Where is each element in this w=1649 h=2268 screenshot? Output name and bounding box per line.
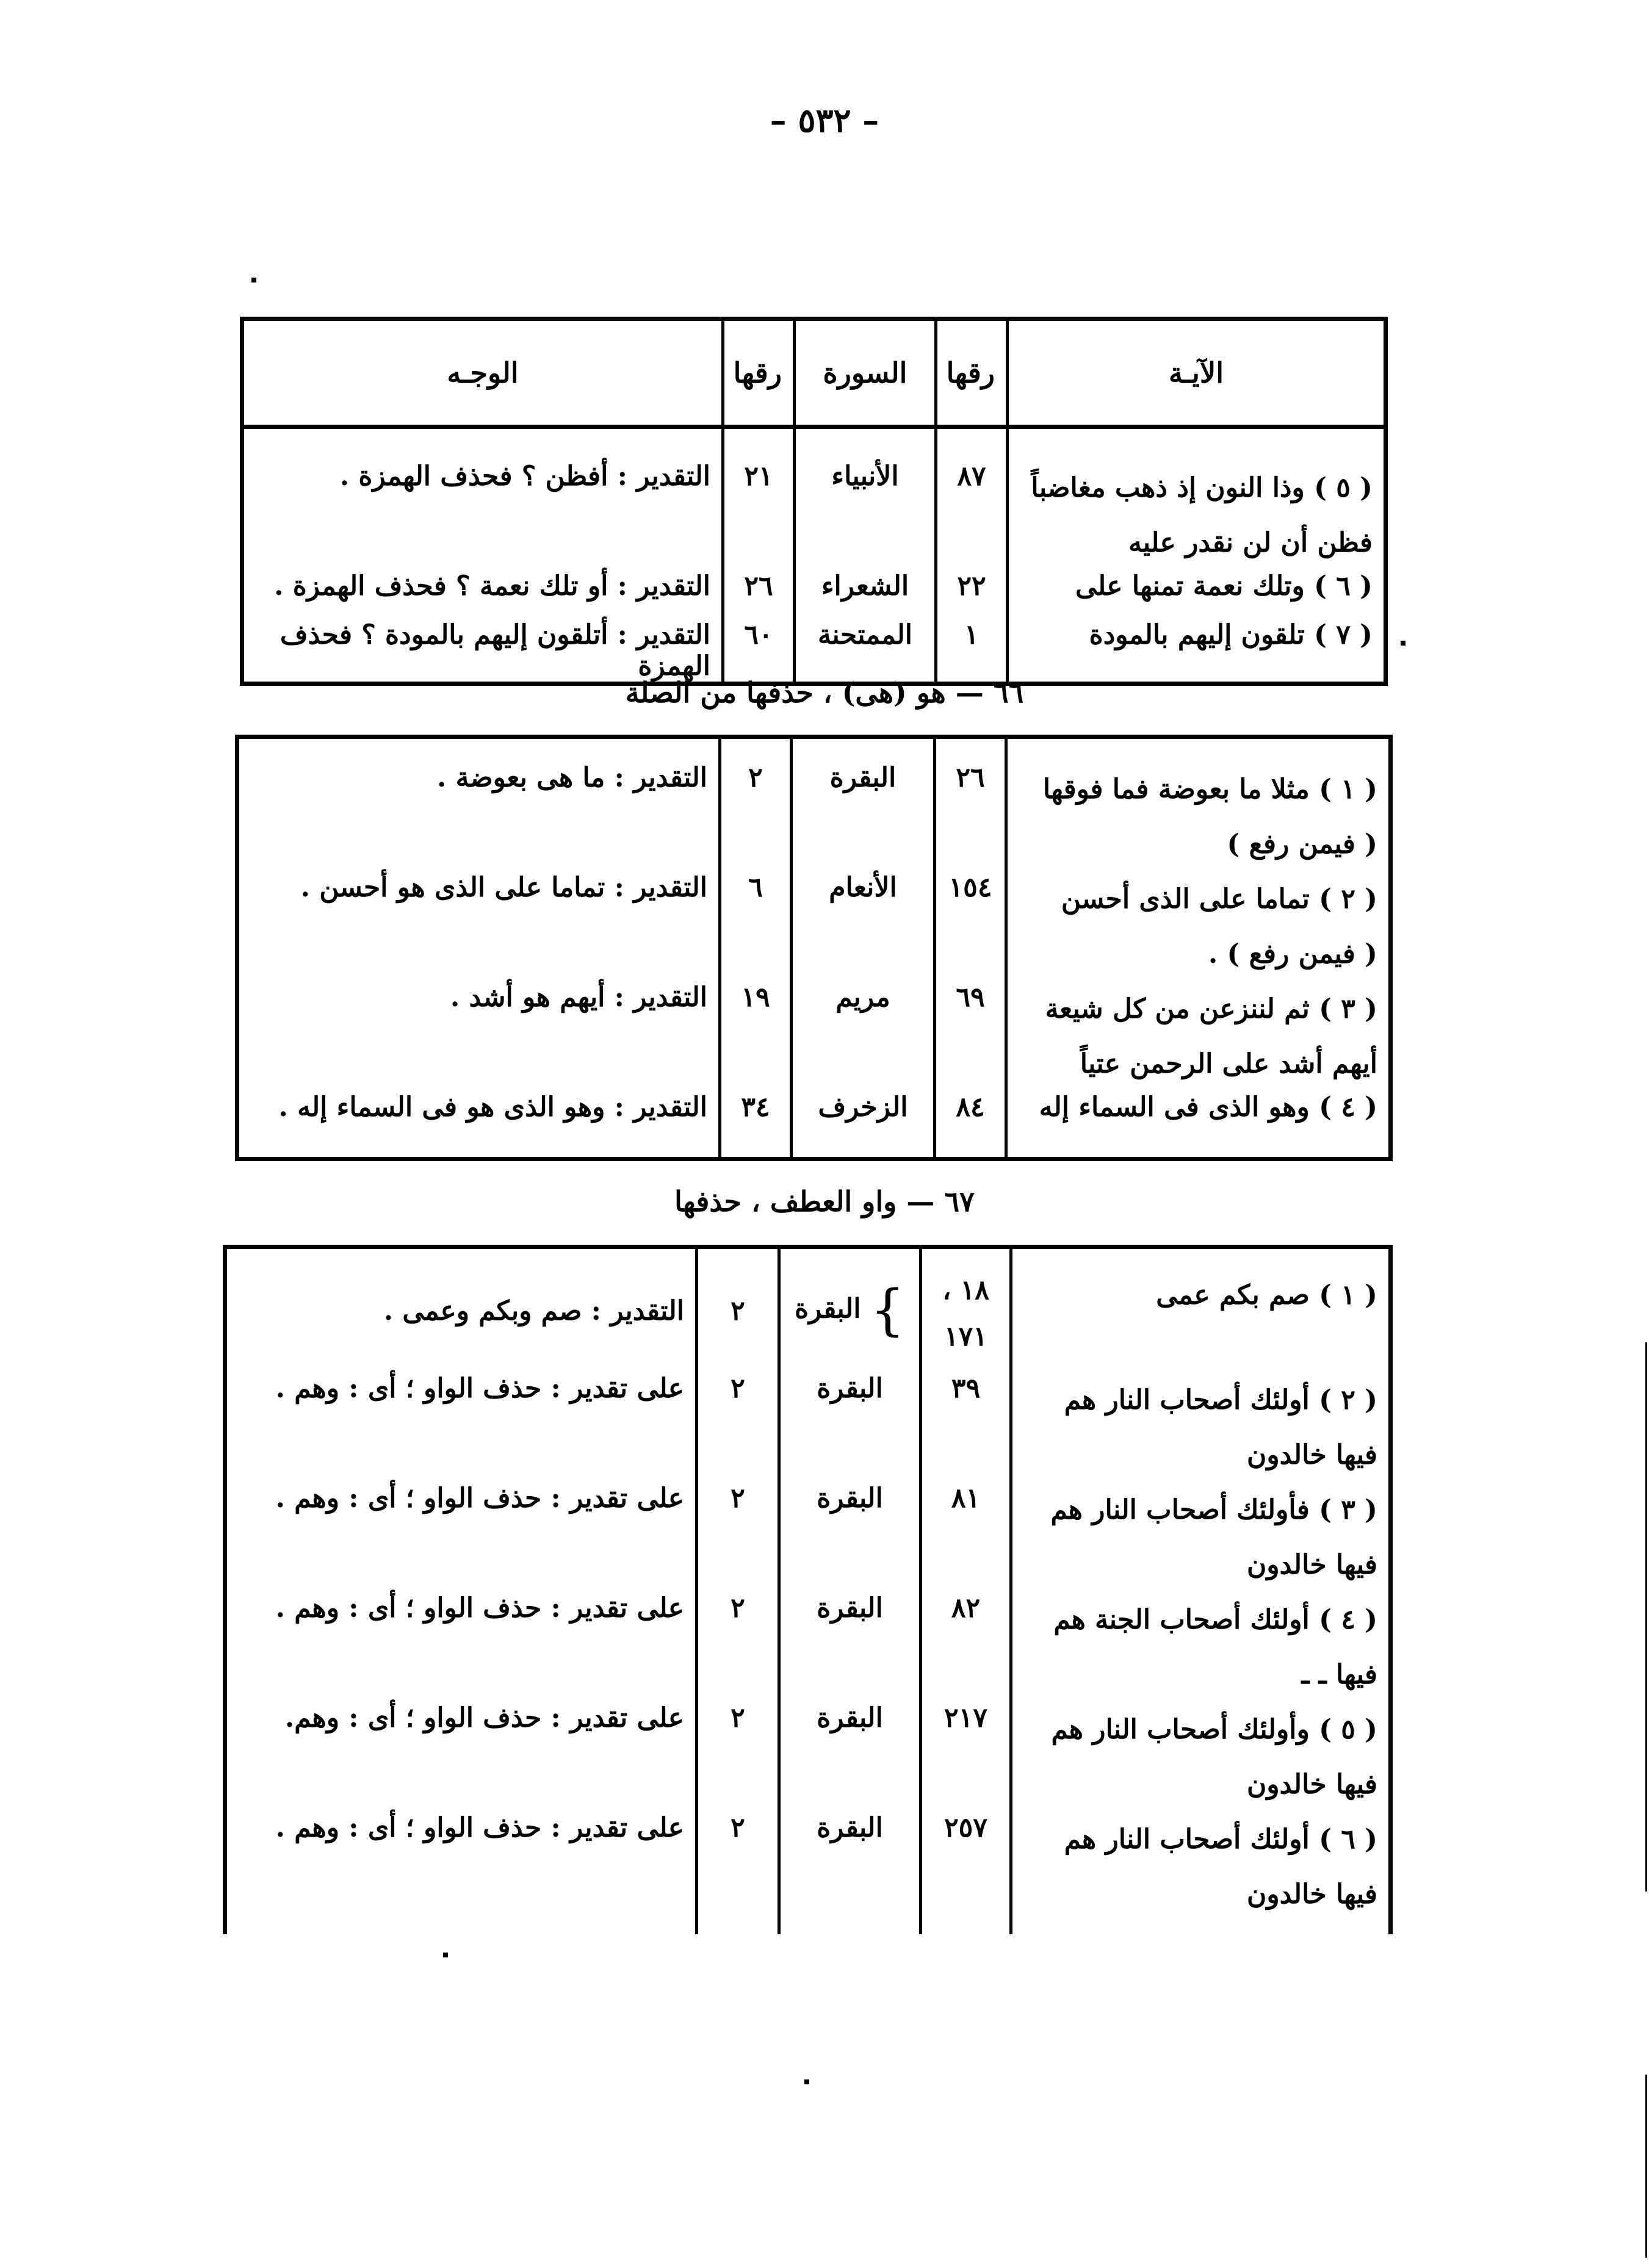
wajh-text: التقدير : تماما على الذى هو أحسن . <box>237 872 720 982</box>
ayah-text: ( ٢ ) أولئك أصحاب النار هم <box>1064 1384 1377 1416</box>
table-row <box>237 1092 1391 1159</box>
ayah-number: ١ <box>936 619 1008 684</box>
ayah-number: ٢١٧ <box>921 1702 1011 1812</box>
wajh-text: التقدير : صم وبكم وعمى . <box>225 1247 697 1373</box>
surah-number: ٢ <box>720 737 792 873</box>
ayah-cell <box>1011 1593 1391 1702</box>
surah-number: ٢ <box>697 1373 779 1483</box>
wajh-text: التقدير : أو تلك نعمة ؟ فحذف الهمزة . <box>242 571 723 619</box>
table-row <box>237 982 1391 1092</box>
reference-table-3 <box>223 1245 1393 1934</box>
ayah-cell <box>1011 1702 1391 1812</box>
surah-name: البقرة <box>779 1593 921 1702</box>
reference-table-2 <box>235 735 1393 1161</box>
ayah-text: فظن أن لن نقدر عليه <box>1128 527 1373 558</box>
ayah-text: ( ٤ ) وهو الذى فى السماء إله <box>1006 1092 1391 1159</box>
surah-number: ٢٦ <box>723 571 795 619</box>
ayah-number: ٨١ <box>921 1483 1011 1593</box>
ayah-text: فيها ـ ـ <box>1301 1658 1377 1690</box>
scan-edge-line <box>1645 1342 1647 1892</box>
ayah-number: ٨٧ <box>936 427 1008 571</box>
surah-name: البقرة <box>779 1812 921 1934</box>
surah-name: الأنبياء <box>795 427 936 571</box>
ayah-cell <box>1011 1483 1391 1593</box>
ayah-text: ( ٥ ) وأولئك أصحاب النار هم <box>1051 1713 1377 1745</box>
wajh-text: على تقدير : حذف الواو ؛ أى : وهم. <box>225 1702 697 1812</box>
ayah-text: ( ٣ ) ثم لننزعن من كل شيعة <box>1045 993 1377 1024</box>
ayah-number: ٢٢ <box>936 571 1008 619</box>
section-heading-67: ٦٧ — واو العطف ، حذفها <box>674 1185 975 1218</box>
surah-name: البقرة <box>779 1702 921 1812</box>
ayah-text: ( ١ ) مثلا ما بعوضة فما فوقها <box>1042 774 1377 805</box>
surah-number: ٦ <box>720 872 792 982</box>
surah-name: البقرة <box>792 737 935 873</box>
wajh-text: على تقدير : حذف الواو ؛ أى : وهم . <box>225 1373 697 1483</box>
ayah-text: ( ٦ ) وتلك نعمة تمنها على <box>1008 571 1386 619</box>
ayah-number: ١٥٤ <box>935 872 1006 982</box>
wajh-text: على تقدير : حذف الواو ؛ أى : وهم . <box>225 1483 697 1593</box>
table-row <box>225 1812 1391 1934</box>
table-row <box>242 571 1386 619</box>
scan-speck <box>804 2079 809 2084</box>
surah-name: الزخرف <box>792 1092 935 1159</box>
ayah-number: ٢٦ <box>935 737 1006 873</box>
surah-name: الممتحنة <box>795 619 936 684</box>
ayah-text: ( ٢ ) تماما على الذى أحسن <box>1061 884 1377 915</box>
ayah-number: ٨٢ <box>921 1593 1011 1702</box>
surah-number: ٢ <box>697 1812 779 1934</box>
wajh-text: التقدير : ما هى بعوضة . <box>237 737 720 873</box>
ayah-text: ( فيمن رفع ) <box>1227 829 1377 860</box>
wajh-text: التقدير : وهو الذى هو فى السماء إله . <box>237 1092 720 1159</box>
table-row <box>237 872 1391 982</box>
header-surah-number: رقها <box>723 319 795 427</box>
wajh-text: على تقدير : حذف الواو ؛ أى : وهم . <box>225 1593 697 1702</box>
ayah-text: ( ٤ ) أولئك أصحاب الجنة هم <box>1053 1604 1377 1635</box>
ayah-number: ١٨ ، <box>942 1275 989 1306</box>
table-row <box>225 1483 1391 1593</box>
ayah-number: ٣٩ <box>921 1373 1011 1483</box>
table-row <box>242 619 1386 684</box>
ayah-cell <box>1008 427 1386 571</box>
brace-icon: } <box>870 1278 906 1343</box>
ayah-text: ( ٣ ) فأولئك أصحاب النار هم <box>1050 1494 1377 1525</box>
surah-number: ٦٠ <box>723 619 795 684</box>
ayah-text: فيها خالدون <box>1247 1878 1377 1910</box>
ayah-text: ( ١ ) صم بكم عمى <box>1011 1247 1391 1373</box>
table-row <box>225 1593 1391 1702</box>
ayah-text: ( فيمن رفع ) . <box>1208 938 1377 970</box>
table-row <box>242 427 1386 571</box>
surah-name: البقرة <box>794 1293 861 1325</box>
ayah-text: فيها خالدون <box>1247 1768 1377 1800</box>
header-ayah: الآيـة <box>1008 319 1386 427</box>
ayah-text: ( ٦ ) أولئك أصحاب النار هم <box>1064 1823 1377 1855</box>
wajh-text: التقدير : أتلقون إليهم بالمودة ؟ فحذف الهمزة <box>242 619 723 684</box>
surah-number: ٢ <box>697 1247 779 1373</box>
surah-cell <box>779 1247 921 1373</box>
header-wajh: الوجـه <box>242 319 723 427</box>
ayah-number: ١٧١ <box>944 1321 987 1352</box>
ayah-text: ( ٧ ) تلقون إليهم بالمودة <box>1008 619 1386 684</box>
ayah-cell <box>1006 982 1391 1092</box>
table-header-row <box>242 319 1386 427</box>
scan-speck <box>443 1953 448 1957</box>
scan-speck <box>251 278 256 283</box>
table-row <box>237 737 1391 873</box>
ayah-text: ( ٥ ) وذا النون إذ ذهب مغاضباً <box>1031 472 1373 503</box>
ayah-number-cell <box>921 1247 1011 1373</box>
table-row <box>225 1247 1391 1373</box>
surah-number: ٢ <box>697 1702 779 1812</box>
surah-name: الأنعام <box>792 872 935 982</box>
reference-table-1 <box>240 317 1388 686</box>
ayah-cell <box>1011 1812 1391 1934</box>
header-surah: السورة <box>795 319 936 427</box>
surah-name: الشعراء <box>795 571 936 619</box>
ayah-text: فيها خالدون <box>1247 1549 1377 1580</box>
surah-number: ٣٤ <box>720 1092 792 1159</box>
wajh-text: التقدير : أفظن ؟ فحذف الهمزة . <box>242 427 723 571</box>
ayah-cell <box>1006 737 1391 873</box>
page-number: – ٥٣٢ – <box>770 101 879 140</box>
ayah-number: ٨٤ <box>935 1092 1006 1159</box>
scan-speck <box>1401 641 1405 646</box>
surah-number: ٢ <box>697 1483 779 1593</box>
section-heading-66: ٦٦ — هو (هى) ، حذفها من الصلة <box>625 676 1024 709</box>
surah-name: البقرة <box>779 1373 921 1483</box>
ayah-cell <box>1006 872 1391 982</box>
header-ayah-number: رقها <box>936 319 1008 427</box>
ayah-number: ٦٩ <box>935 982 1006 1092</box>
surah-number: ٢١ <box>723 427 795 571</box>
surah-name: مريم <box>792 982 935 1092</box>
ayah-text: فيها خالدون <box>1247 1439 1377 1471</box>
surah-name: البقرة <box>779 1483 921 1593</box>
ayah-text: أيهم أشد على الرحمن عتياً <box>1080 1048 1377 1079</box>
ayah-cell <box>1011 1373 1391 1483</box>
surah-number: ٢ <box>697 1593 779 1702</box>
table-row <box>225 1373 1391 1483</box>
table-row <box>225 1702 1391 1812</box>
ayah-number: ٢٥٧ <box>921 1812 1011 1934</box>
wajh-text: التقدير : أيهم هو أشد . <box>237 982 720 1092</box>
surah-number: ١٩ <box>720 982 792 1092</box>
scan-edge-line <box>1645 2075 1647 2258</box>
wajh-text: على تقدير : حذف الواو ؛ أى : وهم . <box>225 1812 697 1934</box>
